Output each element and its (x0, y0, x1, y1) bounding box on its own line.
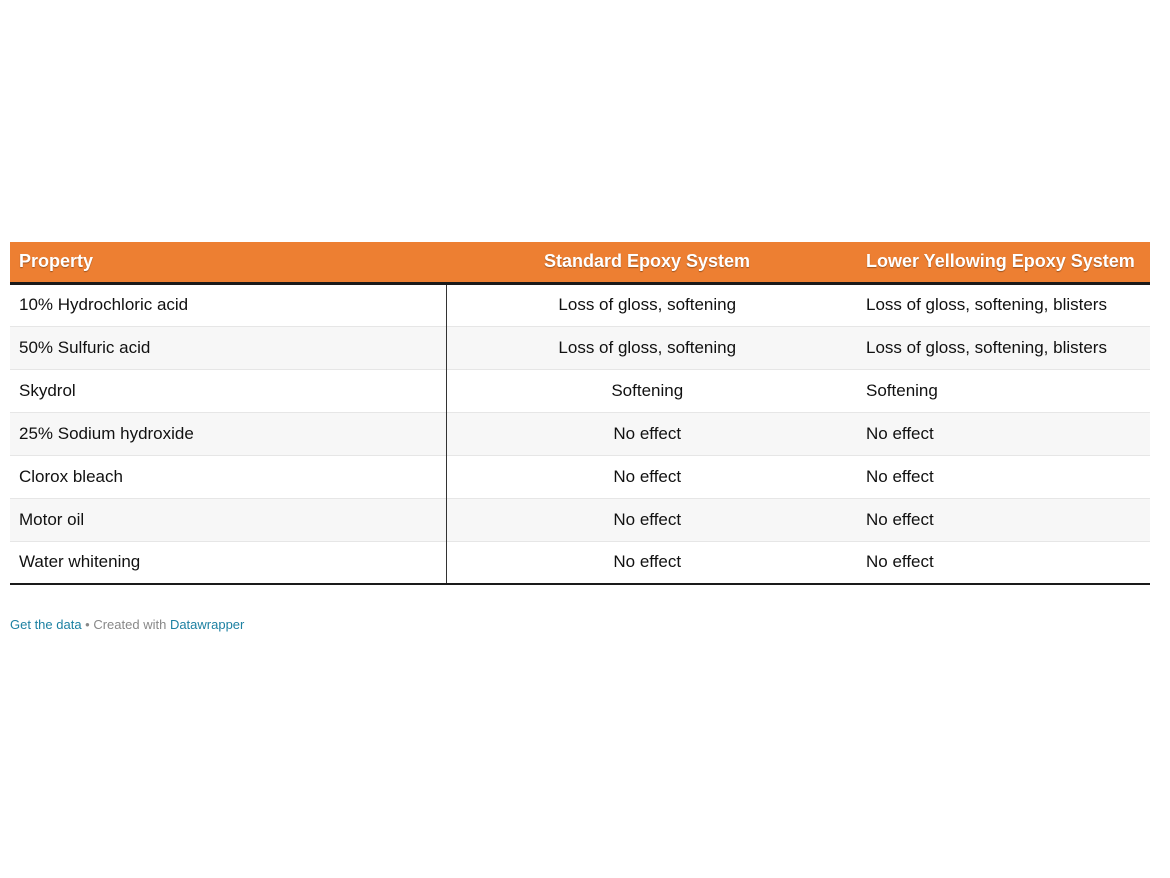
table-row (10, 283, 1150, 326)
cell-property: 10% Hydrochloric acid (10, 283, 446, 326)
cell-property: Water whitening (10, 541, 446, 584)
get-the-data-link[interactable]: Get the data (10, 617, 82, 632)
data-table-container (10, 242, 1150, 585)
column-header-lower-yellowing-epoxy[interactable]: Lower Yellowing Epoxy System (848, 242, 1150, 283)
cell-lower-yellowing-epoxy: Softening (866, 380, 938, 400)
cell-standard-epoxy: Loss of gloss, softening (558, 295, 737, 314)
table-header-row (10, 242, 1150, 283)
cell-property: Motor oil (10, 498, 446, 541)
cell-property: 25% Sodium hydroxide (10, 412, 446, 455)
cell-lower-yellowing-epoxy: No effect (866, 466, 934, 486)
cell-standard-epoxy: No effect (613, 466, 682, 486)
cell-standard-epoxy: No effect (613, 509, 682, 529)
cell-lower-yellowing-epoxy: No effect (866, 509, 934, 529)
cell-standard-epoxy: No effect (613, 423, 682, 443)
cell-standard-epoxy: No effect (613, 552, 682, 572)
cell-property: Clorox bleach (10, 455, 446, 498)
cell-lower-yellowing-epoxy: Loss of gloss, softening, blisters (866, 337, 1107, 357)
footer-separator-text: • Created with (81, 617, 170, 632)
table-row (10, 541, 1150, 584)
column-header-property[interactable]: Property (10, 242, 446, 283)
table-row (10, 369, 1150, 412)
cell-standard-epoxy: Loss of gloss, softening (558, 337, 737, 357)
datawrapper-link[interactable]: Datawrapper (169, 617, 245, 632)
cell-lower-yellowing-epoxy: No effect (866, 552, 934, 572)
table-row (10, 455, 1150, 498)
cell-lower-yellowing-epoxy: No effect (866, 423, 934, 443)
epoxy-comparison-table (10, 242, 1150, 585)
column-header-standard-epoxy[interactable]: Standard Epoxy System (446, 242, 848, 283)
table-row (10, 412, 1150, 455)
table-row (10, 498, 1150, 541)
table-row (10, 326, 1150, 369)
chart-footer (10, 617, 244, 632)
cell-property: 50% Sulfuric acid (10, 326, 446, 369)
cell-standard-epoxy: Softening (611, 380, 684, 400)
cell-property: Skydrol (10, 369, 446, 412)
cell-lower-yellowing-epoxy: Loss of gloss, softening, blisters (866, 295, 1107, 314)
